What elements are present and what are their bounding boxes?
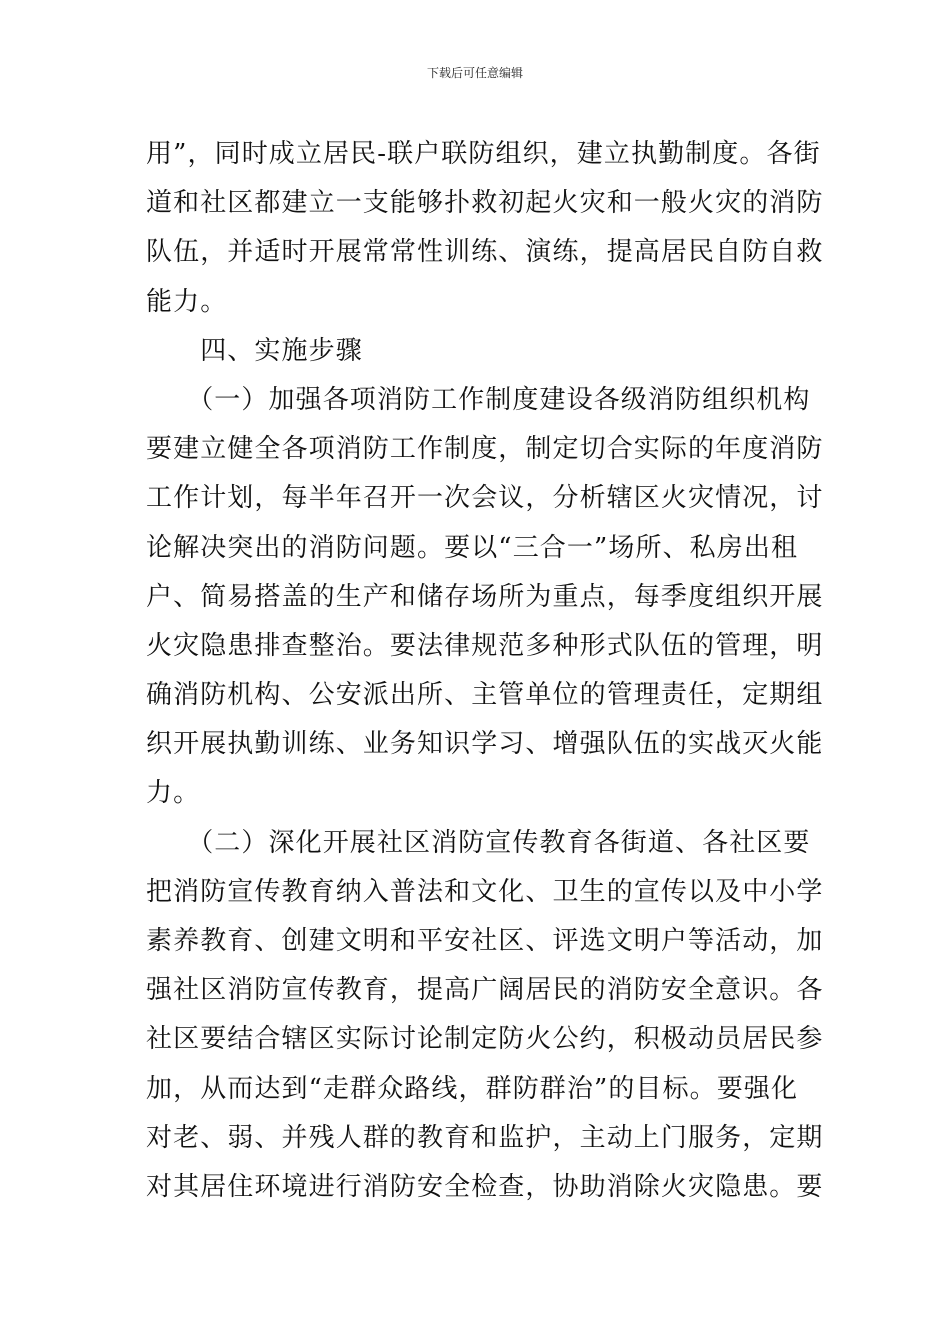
section-heading: 四、实施步骤 [146, 335, 363, 366]
text-line: 能力。 [146, 286, 228, 317]
text-line: 用”，同时成立居民-联户联防组织，建立执勤制度。各街 [146, 139, 821, 169]
text-line: 火灾隐患排查整治。要法律规范多种形式队伍的管理，明 [146, 630, 824, 661]
text-line: 强社区消防宣传教育，提高广阔居民的消防安全意识。各 [146, 975, 824, 1006]
text-line: 对老、弱、并残人群的教育和监护，主动上门服务，定期 [146, 1122, 824, 1153]
document-body [146, 130, 826, 1212]
text-line: 工作计划，每半年召开一次会议，分析辖区火灾情况，讨 [146, 483, 824, 514]
text-line: 要建立健全各项消防工作制度，制定切合实际的年度消防 [146, 434, 824, 465]
text-line: 加，从而达到“走群众路线，群防群治”的目标。要强化 [146, 1073, 799, 1104]
text-line: 力。 [146, 778, 201, 809]
text-line: 户、简易搭盖的生产和储存场所为重点，每季度组织开展 [146, 581, 824, 612]
text-line: 把消防宣传教育纳入普法和文化、卫生的宣传以及中小学 [146, 876, 824, 907]
text-line: 对其居住环境进行消防安全检查，协助消除火灾隐患。要 [146, 1171, 824, 1202]
text-line: 社区要结合辖区实际讨论制定防火公约，积极动员居民参 [146, 1024, 824, 1055]
text-line: 素养教育、创建文明和平安社区、评选文明户等活动，加 [146, 926, 824, 956]
page-header: 下载后可任意编辑 [426, 66, 523, 80]
text-line: 论解决突出的消防问题。要以“三合一”场所、私房出租 [146, 532, 799, 563]
text-line: 确消防机构、公安派出所、主管单位的管理责任，定期组 [146, 680, 824, 711]
text-line: 道和社区都建立一支能够扑救初起火灾和一般火灾的消防 [146, 188, 824, 219]
subsection-heading-line: （二）深化开展社区消防宣传教育各街道、各社区要 [146, 827, 811, 858]
text-line: 队伍，并适时开展常常性训练、演练，提高居民自防自救 [146, 237, 824, 268]
subsection-heading-line: （一）加强各项消防工作制度建设各级消防组织机构 [146, 384, 811, 415]
text-line: 织开展执勤训练、业务知识学习、增强队伍的实战灭火能 [146, 729, 824, 760]
